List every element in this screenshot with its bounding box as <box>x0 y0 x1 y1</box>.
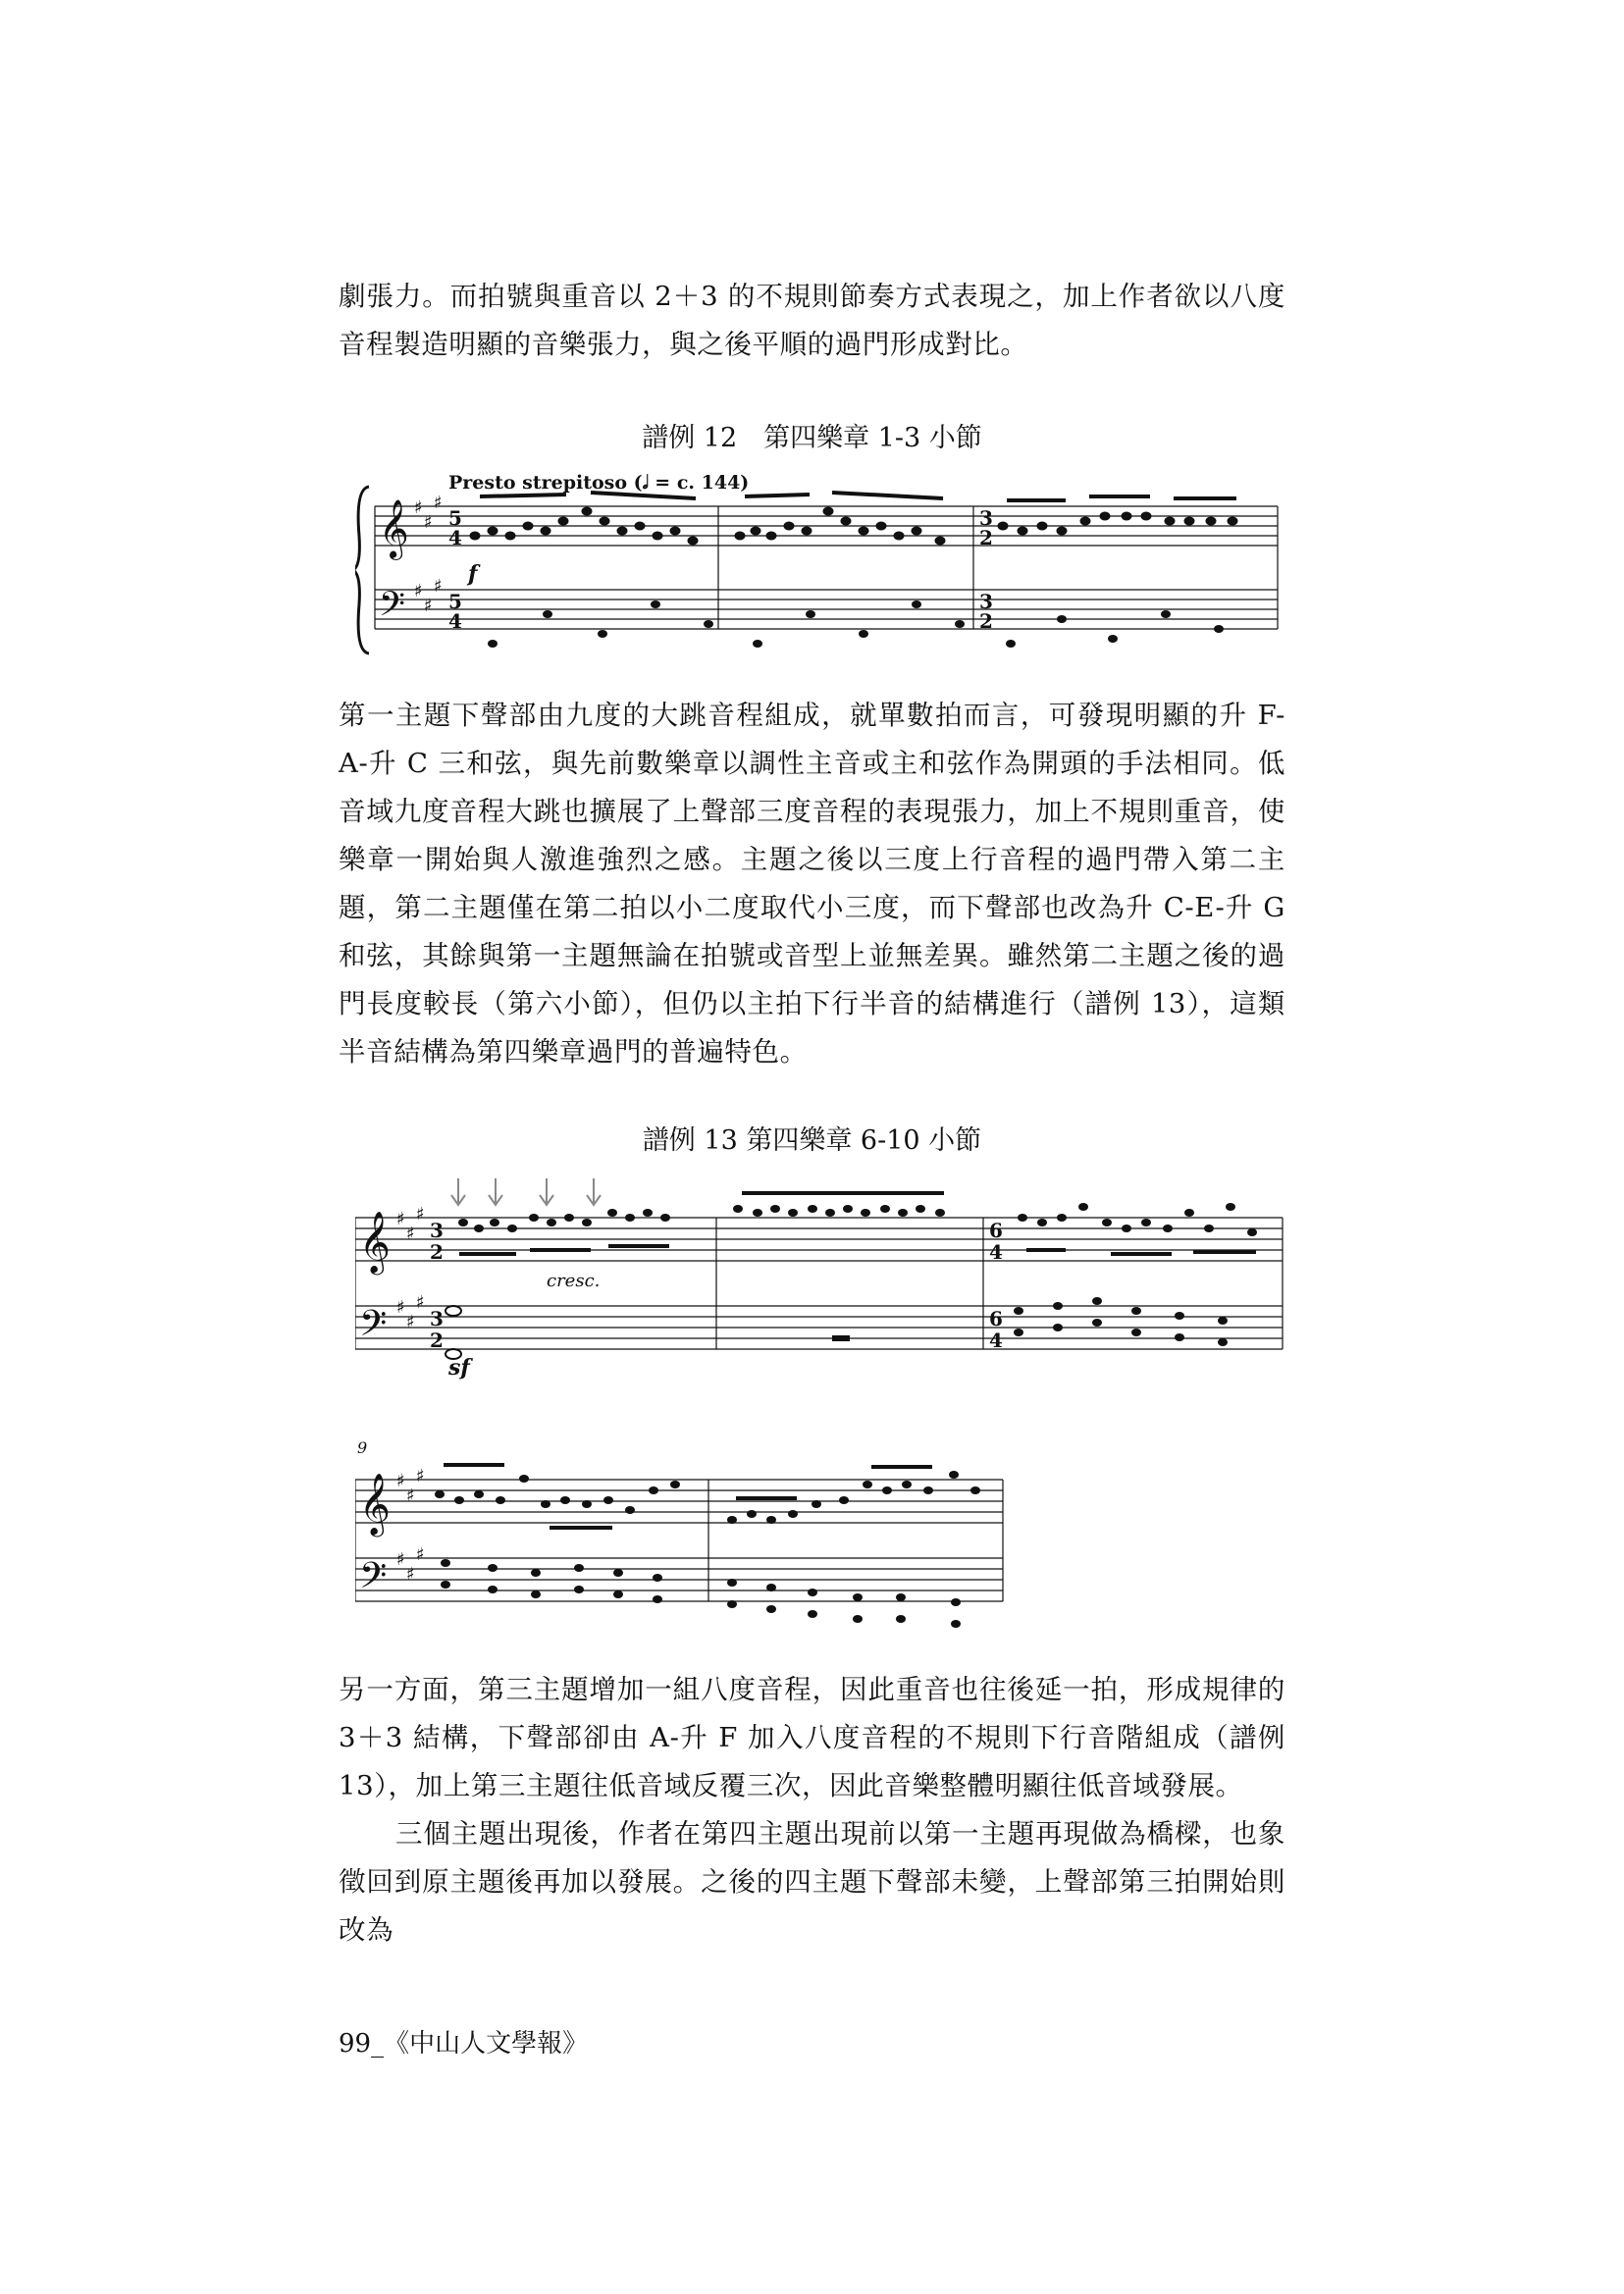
dynamic-sforzando: sf <box>448 1355 470 1381</box>
svg-text:3: 3 <box>430 1307 444 1330</box>
svg-text:5: 5 <box>448 506 462 530</box>
bass-clef-icon: 𝄢 <box>359 1555 388 1605</box>
dynamic-forte: f <box>468 561 478 587</box>
svg-text:♯: ♯ <box>396 1549 405 1570</box>
svg-text:5: 5 <box>448 590 462 613</box>
svg-text:♯: ♯ <box>396 1297 405 1318</box>
key-signature-icon <box>396 1466 425 1585</box>
svg-text:♯: ♯ <box>406 1312 415 1332</box>
svg-text:2: 2 <box>430 1329 444 1352</box>
crescendo-marking: cresc. <box>547 1271 601 1291</box>
arrow-markers-icon <box>451 1178 601 1205</box>
svg-text:2: 2 <box>430 1240 444 1264</box>
treble-notes <box>458 1203 1257 1236</box>
svg-text:♯: ♯ <box>414 581 423 601</box>
paragraph-fourth-theme: 三個主題出現後，作者在第四主題出現前以第一主題再現做為橋樑，也象徵回到原主題後再加以發展。之後的四主題下聲部未變，上聲部第三拍開始則改為 <box>339 1818 1285 1946</box>
page-footer: 99_《中山人文學報》 <box>339 2029 589 2059</box>
paragraph-continuation: 劇張力。而拍號與重音以 2＋3 的不規則節奏方式表現之，加上作者欲以八度音程製造明顯的音樂張力，與之後平順的過門形成對比。 <box>339 281 1285 360</box>
svg-text:4: 4 <box>989 1240 1003 1264</box>
svg-text:4: 4 <box>448 609 462 633</box>
example-13-caption: 譜例 13 第四樂章 6-10 小節 <box>642 1125 982 1156</box>
bass-whole-notes <box>445 1306 461 1359</box>
svg-text:6: 6 <box>989 1307 1003 1330</box>
svg-text:2: 2 <box>979 609 993 633</box>
tempo-marking: Presto strepitoso (𝅗𝅥 = c. 144) <box>448 472 750 494</box>
svg-text:4: 4 <box>448 526 462 549</box>
svg-text:♯: ♯ <box>406 1224 415 1244</box>
svg-text:♯: ♯ <box>416 1204 425 1225</box>
bass-clef-icon: 𝄢 <box>379 584 406 632</box>
treble-clef-icon: 𝄞 <box>379 499 409 558</box>
measure-number: 9 <box>357 1438 368 1457</box>
treble-clef-icon: 𝄞 <box>359 1473 391 1535</box>
whole-rest-icon <box>832 1335 850 1341</box>
example-12-caption: 譜例 12 第四樂章 1-3 小節 <box>642 423 982 453</box>
svg-text:♯: ♯ <box>416 1466 425 1486</box>
svg-text:♯: ♯ <box>416 1292 425 1313</box>
treble-notes <box>435 1471 980 1524</box>
treble-clef-icon: 𝄞 <box>359 1211 391 1273</box>
score-example-13-system-2 <box>355 1435 1042 1632</box>
svg-text:2: 2 <box>979 526 993 549</box>
bass-clef-icon: 𝄢 <box>359 1303 388 1353</box>
svg-text:4: 4 <box>989 1329 1003 1352</box>
svg-text:♯: ♯ <box>414 497 423 518</box>
svg-text:♯: ♯ <box>396 1471 405 1491</box>
treble-beams <box>444 1465 932 1528</box>
svg-text:♯: ♯ <box>396 1209 405 1229</box>
score-example-13-system-1 <box>355 1173 1287 1389</box>
svg-text:♯: ♯ <box>406 1564 415 1585</box>
treble-beams <box>480 493 1236 500</box>
treble-beams <box>459 1193 1256 1254</box>
svg-text:3: 3 <box>979 590 993 613</box>
svg-text:♯: ♯ <box>416 1544 425 1565</box>
score-example-12 <box>355 467 1287 663</box>
svg-text:♯: ♯ <box>434 576 443 597</box>
key-signature-icon <box>396 1204 425 1332</box>
svg-text:3: 3 <box>430 1219 444 1242</box>
svg-text:3: 3 <box>979 506 993 530</box>
svg-text:6: 6 <box>989 1219 1003 1242</box>
paragraph-third-theme: 另一方面，第三主題增加一組八度音程，因此重音也往後延一拍，形成規律的 3＋3 結構，下聲部卻由 A-升 F 加入八度音程的不規則下行音階組成（譜例 13），加上第三主題往低音域反覆三次，因此音樂整體明顯往低音域發展。 <box>339 1674 1285 1801</box>
key-signature-icon <box>414 493 443 616</box>
bass-notes <box>488 600 1224 648</box>
svg-text:♯: ♯ <box>434 493 443 513</box>
svg-text:♯: ♯ <box>424 512 433 533</box>
svg-text:♯: ♯ <box>406 1486 415 1506</box>
svg-text:♯: ♯ <box>424 596 433 616</box>
paragraph-analysis-themes: 第一主題下聲部由九度的大跳音程組成，就單數拍而言，可發現明顯的升 F-A-升 C 三和弦，與先前數樂章以調性主音或主和弦作為開頭的手法相同。低音域九度音程大跳也擴展了上聲部三度音程的表現張力，加上不規則重音，使樂章一開始與人激進強烈之感。主題之後以三度上行音程的過門帶入第二主題，第二主題僅在第二拍以小二度取代小三度，而下聲部也改為升 C-E-升 G 和弦，其餘與第一主題無論在拍號或音型上並無差異。雖然第二主題之後的過門長度較長（第六小節），但仍以主拍下行半音的結構進行（譜例 13），這類半音結構為第四樂章過門的普遍特色。 <box>339 700 1285 1068</box>
